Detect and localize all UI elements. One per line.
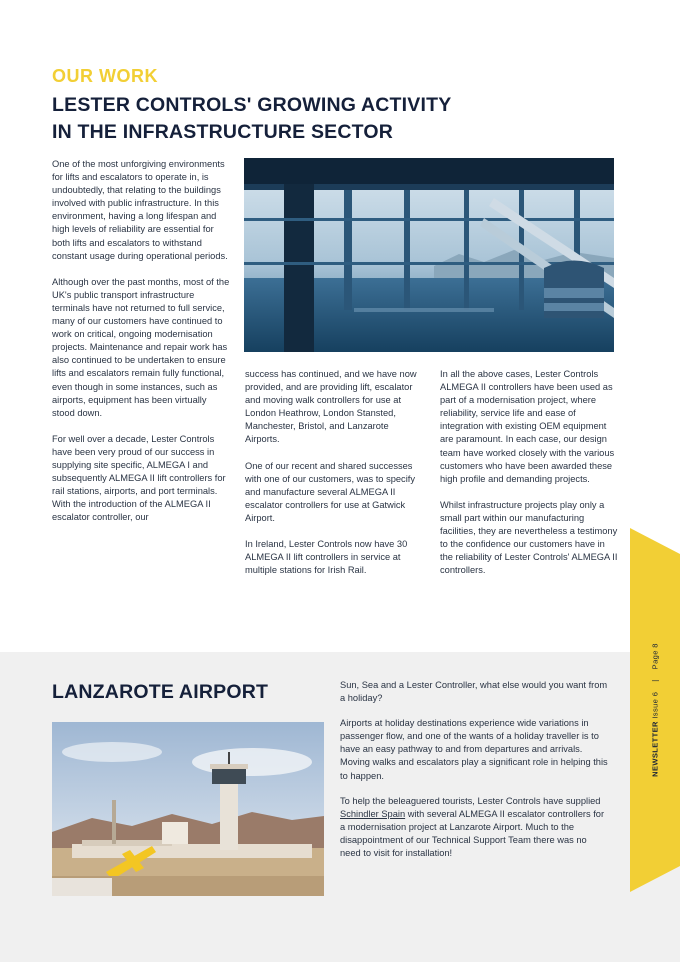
paragraph: In all the above cases, Lester Controls ALMEGA II controllers have been used as part of a modernisation project, where reliability, service life and ease of integration with existing OEM equipment are paramount. In each case, our design team have worked closely with the various customers who have been awarded these high profile and demanding projects. [440,369,615,484]
paragraph: One of our recent and shared successes with one of our customers, was to specify and manufacture several ALMEGA II escalator controllers for use at Gatwick Airport. [245,460,415,523]
page-headline: LESTER CONTROLS' GROWING ACTIVITY IN THE INFRASTRUCTURE SECTOR [52,94,452,143]
section-kicker: OUR WORK [52,66,158,86]
paragraph: Airports at holiday destinations experience wide variations in passenger flow, and one of the wants of a holiday traveller is to have an easy pathway to and from departures and arrivals. Moving walks and escalators play a significant role in helping this to happen. [340,718,608,781]
paragraph [340,795,608,860]
lanzarote-article [340,679,608,872]
article-column-2 [245,368,425,590]
paragraph: Although over the past months, most of the UK's public transport infrastructure terminals have not returned to full service, many of our customers have continued to work on critical, ongoing modernisation projects. Maintenance and repair work has also continued to be undertaken to ensure lifts and escalators remain fully functional, even though in some instances, such as airports, equipment has been virtually stood down. [52,276,230,418]
text-run: with several ALMEGA II escalator controllers for a modernisation project at Lanzarote Airport. Much to the disappointment of our Technical Support Team there was no need to visit for installation! [340,808,605,859]
lanzarote-heading: LANZAROTE AIRPORT [52,681,269,703]
airport-terminal-photo [244,158,614,352]
article-column-3 [440,368,620,590]
newsletter-label: NEWSLETTER [650,721,660,777]
paragraph: For well over a decade, Lester Controls have been very proud of our success in supplying site specific, ALMEGA I and subsequently ALMEGA II lift controllers for rail stations, airports, and port terminals. With the introduction of the ALMEGA II escalator controller, our [52,433,226,523]
paragraph: In Ireland, Lester Controls now have 30 ALMEGA II lift controllers in service at multiple stations for Irish Rail. [245,539,408,576]
page-number: Page 8 [650,643,660,670]
lanzarote-airport-photo [52,722,324,896]
paragraph: One of the most unforgiving environments for lifts and escalators to operate in, is undoubtedly, that relating to the buildings involved with public infrastructure. In this environment, having a long lifespan and high levels of reliability are essential for both lifts and escalators to withstand constant usage during operational periods. [52,159,228,261]
paragraph: success has continued, and we have now provided, and are providing lift, escalator and moving walk controllers for use at London Heathrow, London Stansted, Manchester, Bristol, and Lanzarote Airports. [245,369,417,445]
article-column-1 [52,158,230,537]
issue-label: Issue 6 [650,691,660,719]
schindler-spain-link[interactable]: Schindler Spain [340,808,406,819]
paragraph: Sun, Sea and a Lester Controller, what else would you want from a holiday? [340,680,608,704]
paragraph: Whilst infrastructure projects play only a small part within our manufacturing facilities, they are nevertheless a testimony to the confidence our customers have in the reliability of Lester Controls' ALMEGA II controllers. [440,499,618,576]
text-run: To help the beleaguered tourists, Lester Controls have supplied [340,795,601,806]
page-footer-label: NEWSLETTER Issue 6|Page 8 [650,643,660,777]
